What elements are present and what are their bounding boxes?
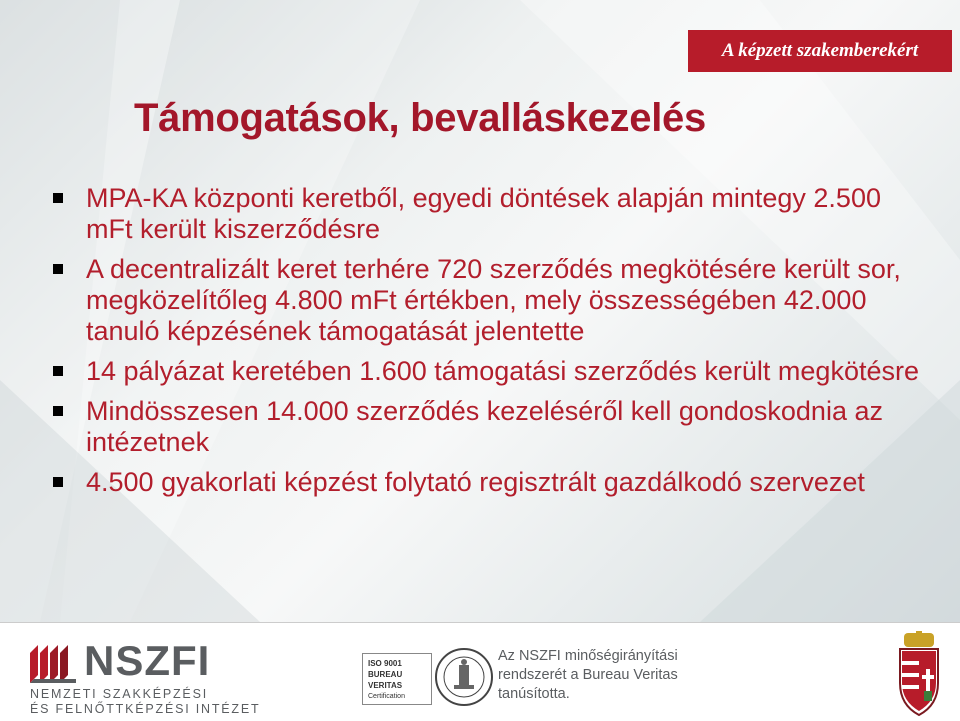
certification-label: Certification [368, 693, 405, 700]
iso-certificate-badge [362, 653, 432, 705]
bullet-text: 14 pályázat keretében 1.600 támogatási szerződés került megkötésre [86, 356, 919, 386]
bullet-item [50, 356, 920, 387]
bureau-veritas-label: BUREAU VERITAS [368, 670, 403, 690]
square-bullet-icon [53, 477, 63, 487]
bullet-list [50, 183, 920, 507]
bullet-text: 4.500 gyakorlati képzést folytató regisztrált gazdálkodó szervezet [86, 467, 865, 497]
bullet-text: A decentralizált keret terhére 720 szerződés megkötésére került sor, megközelítőleg 4.800 mFt értékben, mely összességében 42.000 tanuló képzésének támogatását jelentette [86, 254, 901, 346]
footer [0, 622, 960, 721]
header-tag: A képzett szakemberekért [688, 30, 952, 72]
bullet-text: Mindösszesen 14.000 szerződés kezeléséről kell gondoskodnia az intézetnek [86, 396, 883, 457]
bullet-item [50, 254, 920, 347]
square-bullet-icon [53, 406, 63, 416]
bullet-item [50, 467, 920, 498]
logo-subtitle-1: NEMZETI SZAKKÉPZÉSI [30, 687, 208, 701]
cert-line: rendszerét a Bureau Veritas [498, 667, 678, 683]
bullet-text: MPA-KA központi keretből, egyedi döntések alapján mintegy 2.500 mFt került kiszerződésre [86, 183, 881, 244]
logo-wordmark: NSZFI [84, 637, 211, 684]
logo-subtitle-2: ÉS FELNŐTTKÉPZÉSI INTÉZET [30, 702, 261, 716]
nszfi-logo [30, 637, 300, 716]
nszfi-logo-mark-icon [30, 645, 76, 683]
iso-label: ISO 9001 [368, 659, 402, 668]
hungarian-coat-of-arms-icon [894, 631, 944, 717]
certification-statement [498, 647, 698, 704]
square-bullet-icon [53, 264, 63, 274]
slide-title: Támogatások, bevalláskezelés [134, 96, 706, 140]
bullet-item [50, 183, 920, 245]
square-bullet-icon [53, 193, 63, 203]
cert-line: Az NSZFI minőségirányítási [498, 648, 678, 664]
cert-line: tanúsította. [498, 686, 570, 702]
bullet-item [50, 396, 920, 458]
bureau-veritas-seal-icon [434, 647, 494, 707]
square-bullet-icon [53, 366, 63, 376]
